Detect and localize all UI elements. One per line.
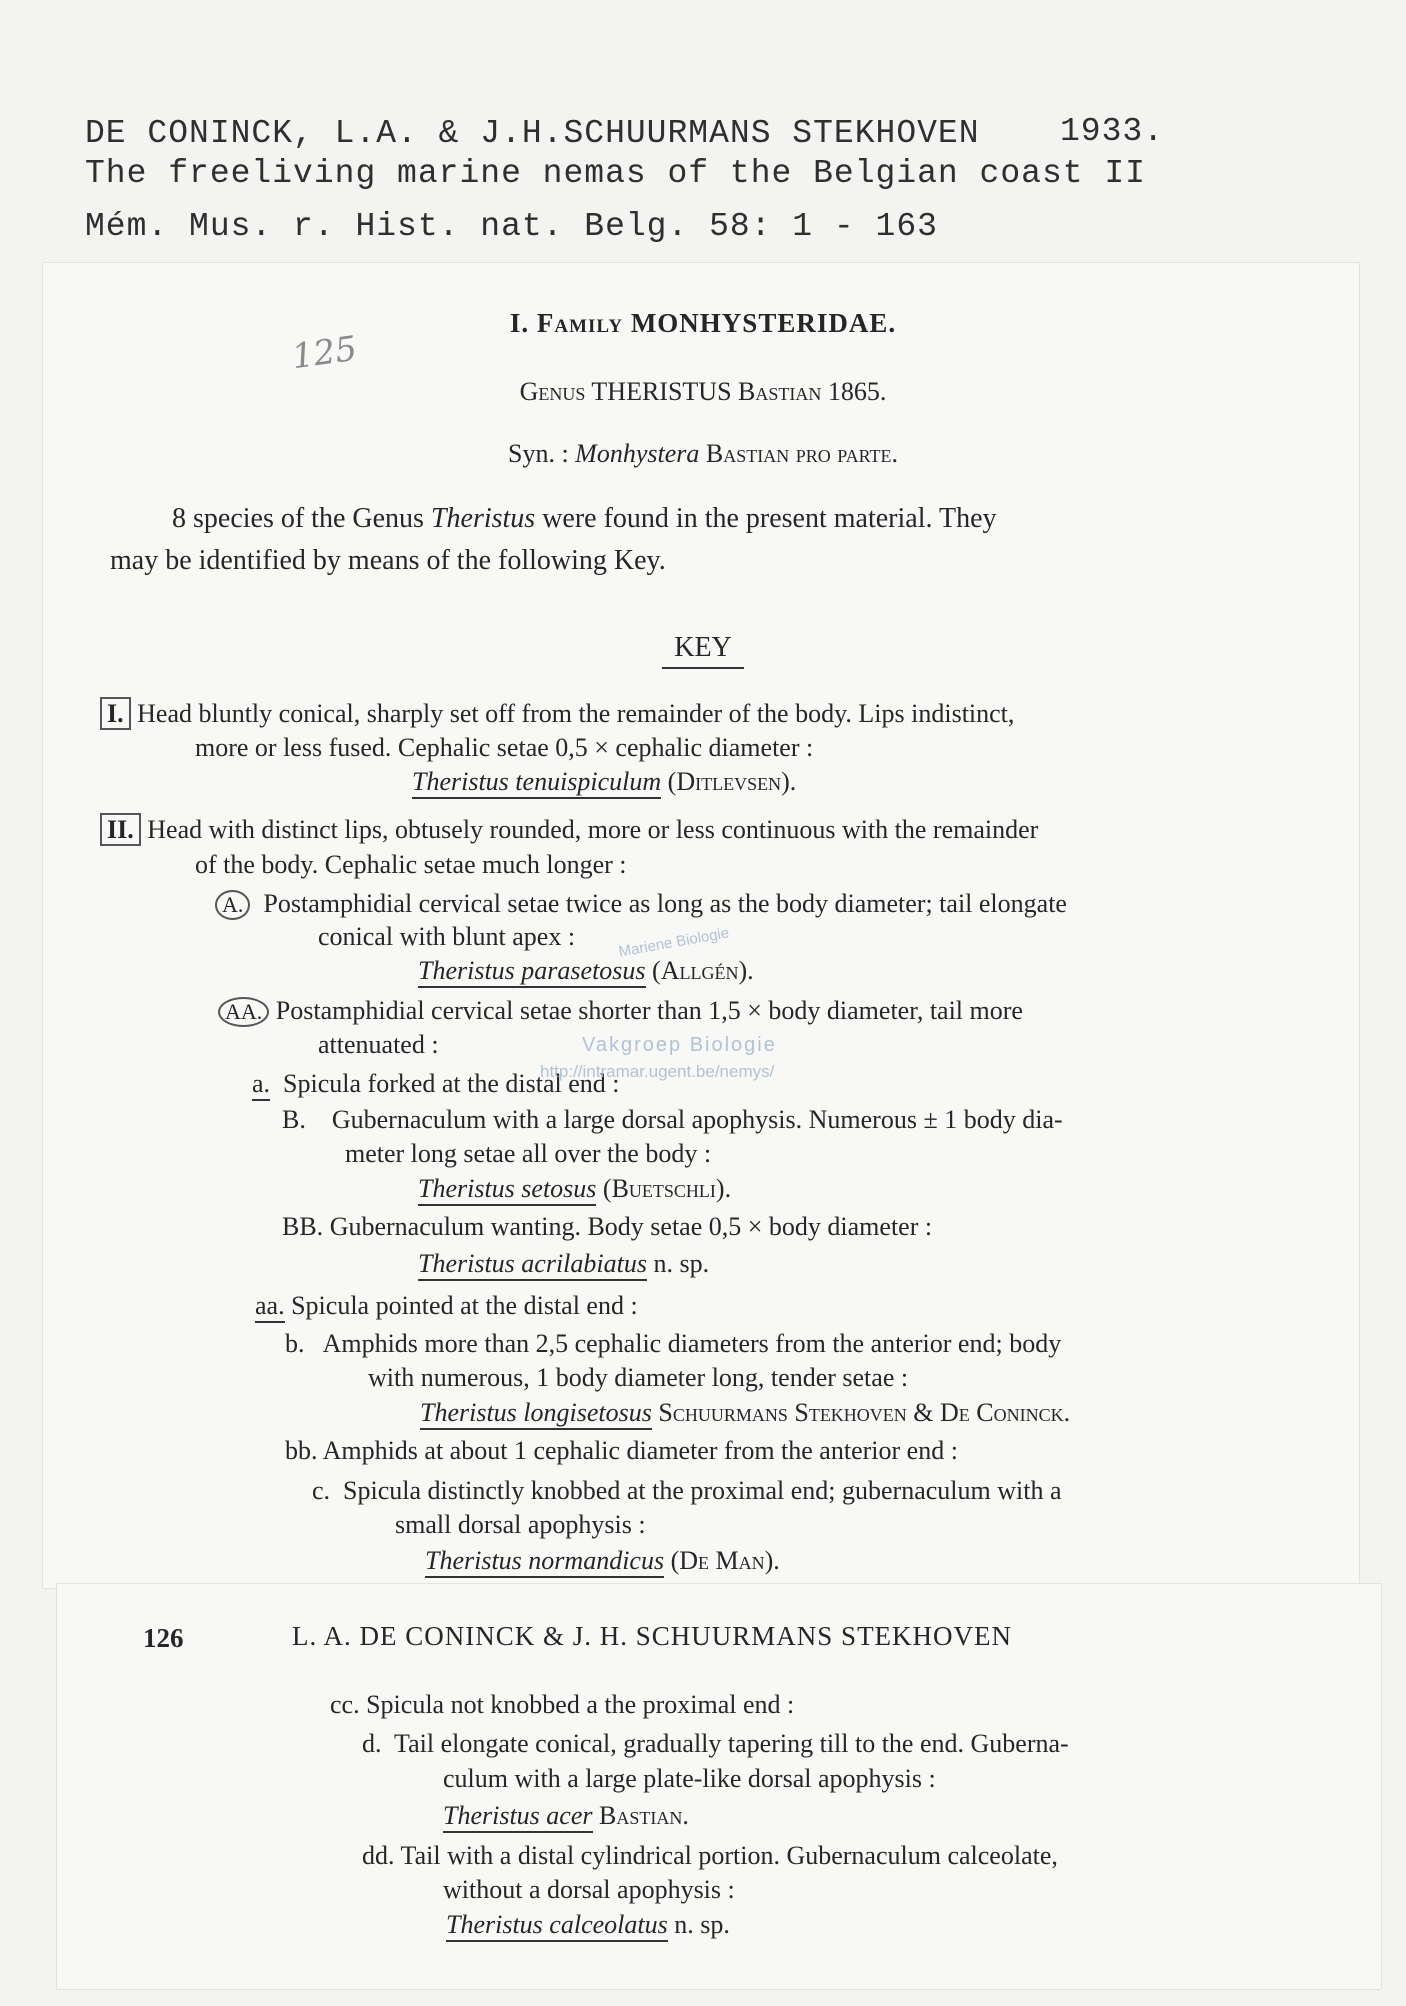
species-setosus: Theristus setosus (Buetschli). <box>418 1173 731 1205</box>
key-I-line-2: more or less fused. Cephalic setae 0,5 × cephalic diameter : <box>195 733 814 762</box>
key-couplet-AA: AA. Postamphidial cervical setae shorter than 1,5 × body diameter, tail more <box>218 995 1023 1027</box>
citation-title: The freeliving marine nemas of the Belgian coast II <box>85 155 1146 192</box>
species-acrilabiatus: Theristus acrilabiatus n. sp. <box>418 1248 709 1280</box>
running-head: L. A. DE CONINCK & J. H. SCHUURMANS STEKHOVEN <box>292 1621 1013 1651</box>
key-II-line-2: of the body. Cephalic setae much longer : <box>195 850 627 879</box>
key-couplet-d: d. Tail elongate conical, gradually tapering till to the end. Guberna- <box>362 1729 1069 1758</box>
intro-line-1: 8 species of the Genus Theristus were found in the present material. They <box>172 503 997 534</box>
species-calceolatus: Theristus calceolatus n. sp. <box>446 1909 730 1941</box>
key-heading: KEY <box>0 632 1406 664</box>
key-b-line-2: with numerous, 1 body diameter long, tender setae : <box>368 1363 909 1392</box>
handwritten-page-number: 125 <box>289 328 360 378</box>
watermark-url[interactable]: http://intramar.ugent.be/nemys/ <box>540 1062 775 1081</box>
key-couplet-b: b. Amphids more than 2,5 cephalic diameters from the anterior end; body <box>285 1329 1062 1358</box>
species-tenuispiculum: Theristus tenuispiculum (Ditlevsen). <box>412 766 796 798</box>
key-couplet-bb: bb. Amphids at about 1 cephalic diameter from the anterior end : <box>285 1436 958 1465</box>
species-longisetosus: Theristus longisetosus Schuurmans Stekhoven & De Coninck. <box>420 1397 1070 1429</box>
family-heading: I. Family MONHYSTERIDAE. <box>509 308 897 338</box>
watermark-line-2: Vakgroep Biologie <box>582 1034 777 1056</box>
key-AA-line-2: attenuated : <box>318 1030 439 1059</box>
key-couplet-c: c. Spicula distinctly knobbed at the proximal end; gubernaculum with a <box>312 1476 1062 1505</box>
key-couplet-BB: BB. Gubernaculum wanting. Body setae 0,5 × body diameter : <box>282 1212 933 1241</box>
citation-year: 1933. <box>1060 113 1165 150</box>
species-parasetosus: Theristus parasetosus (Allgén). <box>418 955 754 987</box>
species-normandicus: Theristus normandicus (De Man). <box>425 1545 780 1577</box>
key-d-line-2: culum with a large plate-like dorsal apophysis : <box>443 1764 936 1793</box>
genus-heading: Genus THERISTUS Bastian 1865. <box>519 377 887 406</box>
page-number: 126 <box>143 1623 184 1653</box>
citation-authors: DE CONINCK, L.A. & J.H.SCHUURMANS STEKHOVEN <box>85 115 980 152</box>
key-couplet-aa: aa. Spicula pointed at the distal end : <box>255 1290 638 1322</box>
intro-line-2: may be identified by means of the following Key. <box>110 545 666 576</box>
key-couplet-cc: cc. Spicula not knobbed a the proximal end : <box>330 1690 795 1719</box>
watermark-line-1: Mariene Biologie <box>617 924 731 961</box>
key-dd-line-2: without a dorsal apophysis : <box>443 1875 735 1904</box>
key-couplet-a: a. Spicula forked at the distal end : <box>252 1068 620 1100</box>
key-couplet-dd: dd. Tail with a distal cylindrical portion. Gubernaculum calceolate, <box>362 1841 1058 1870</box>
key-A-line-2: conical with blunt apex : <box>318 922 576 951</box>
key-c-line-2: small dorsal apophysis : <box>395 1510 646 1539</box>
synonym-line: Syn. : Monhystera Bastian pro parte. <box>507 439 899 468</box>
key-couplet-I: I. Head bluntly conical, sharply set off from the remainder of the body. Lips indistinct, <box>100 698 1014 730</box>
key-couplet-II: II. Head with distinct lips, obtusely rounded, more or less continuous with the remainder <box>100 814 1038 846</box>
key-couplet-A: A. Postamphidial cervical setae twice as long as the body diameter; tail elongate <box>215 888 1067 920</box>
key-B-line-2: meter long setae all over the body : <box>345 1139 712 1168</box>
species-acer: Theristus acer Bastian. <box>443 1800 689 1832</box>
key-couplet-B: B. Gubernaculum with a large dorsal apophysis. Numerous ± 1 body dia- <box>282 1105 1063 1134</box>
citation-journal: Mém. Mus. r. Hist. nat. Belg. 58: 1 - 163 <box>85 208 938 245</box>
